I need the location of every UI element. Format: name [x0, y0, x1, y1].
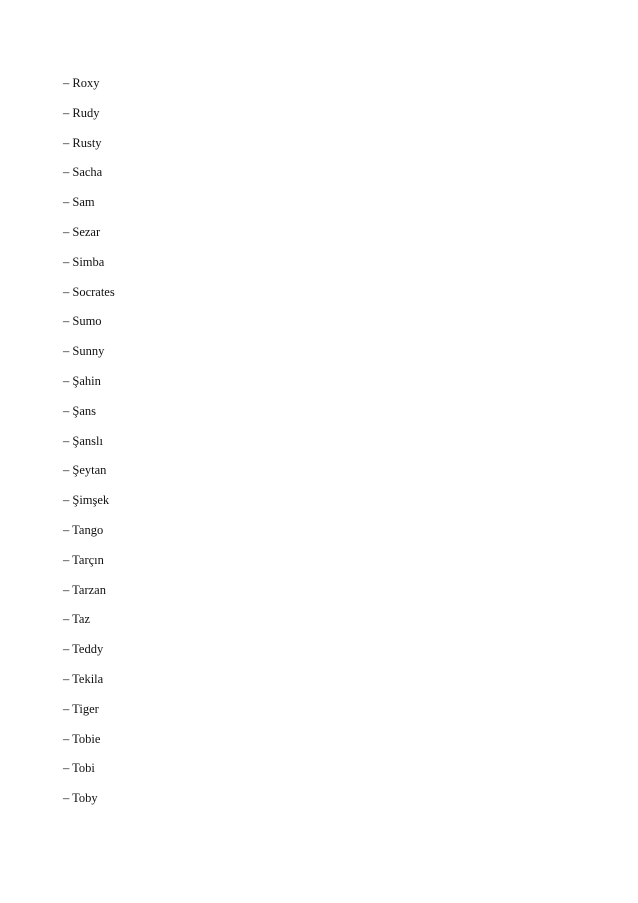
list-item: – Roxy — [63, 76, 100, 90]
name-list — [63, 73, 115, 818]
list-item: – Tiger — [63, 701, 99, 716]
list-item: – Simba — [63, 254, 105, 269]
list-item: – Sumo — [63, 314, 102, 329]
list-item: – Teddy — [63, 642, 104, 657]
list-item: – Sunny — [63, 344, 105, 359]
list-item: – Sacha — [63, 165, 103, 180]
list-item: – Tobie — [63, 731, 101, 746]
list-item: – Şimşek — [63, 493, 110, 508]
list-item: – Sam — [63, 195, 95, 210]
list-item: – Tarçın — [63, 552, 104, 567]
list-item: – Taz — [63, 612, 91, 627]
list-item: – Tobi — [63, 761, 95, 776]
list-item: – Sezar — [63, 224, 101, 239]
list-item: – Rudy — [63, 105, 100, 120]
list-item: – Şans — [63, 403, 96, 418]
list-item: – Şeytan — [63, 463, 107, 478]
list-item: – Şanslı — [63, 433, 103, 448]
list-item: – Tango — [63, 522, 104, 537]
list-item: – Şahin — [63, 373, 101, 388]
list-item: – Rusty — [63, 135, 102, 150]
list-item: – Tekila — [63, 671, 104, 686]
list-item: – Toby — [63, 791, 98, 806]
list-item: – Tarzan — [63, 582, 106, 597]
list-item: – Socrates — [63, 284, 115, 299]
